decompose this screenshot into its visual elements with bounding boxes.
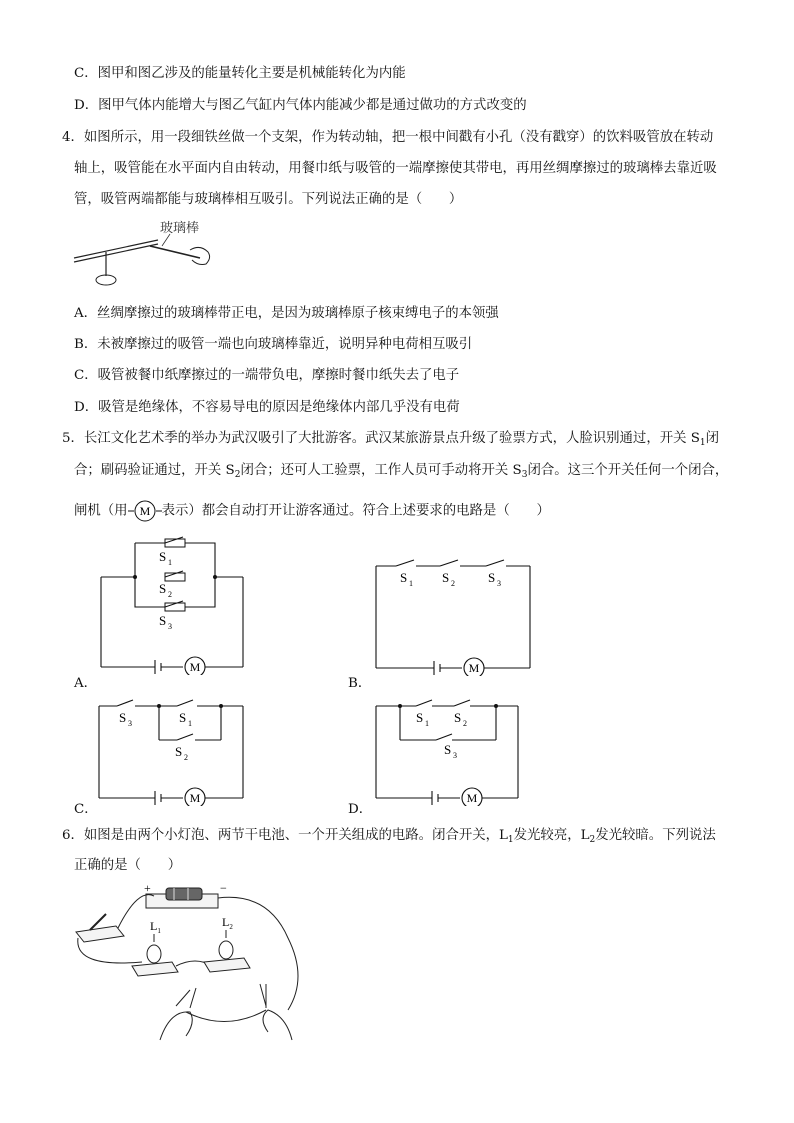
battery-plus: +: [144, 881, 151, 895]
q3-option-d: D．图甲气体内能增大与图乙气缸内气体内能减少都是通过做功的方式改变的: [74, 98, 527, 113]
q4-option-a: A．丝绸摩擦过的玻璃棒带正电，是因为玻璃棒原子核束缚电子的本领强: [74, 306, 499, 321]
q4-option-b: B．未被摩擦过的吸管一端也向玻璃棒靠近，说明异种电荷相互吸引: [74, 337, 473, 352]
q4-stem-line2: 轴上，吸管能在水平面内自由转动，用餐巾纸与吸管的一端摩擦使其带电，再用丝绸摩擦过的玻璃棒去靠近吸: [74, 161, 717, 176]
lamp-l1-label: $L_1$: [150, 919, 161, 935]
svg-text:S: S: [159, 581, 167, 596]
svg-text:S: S: [400, 570, 408, 585]
svg-text:S: S: [444, 742, 452, 757]
svg-text:S: S: [175, 744, 183, 759]
q4-stem-line3: 管，吸管两端都能与玻璃棒相互吸引。下列说法正确的是（ ）: [74, 192, 463, 207]
svg-text:S: S: [416, 710, 424, 725]
option-d-label: D．: [348, 802, 373, 817]
svg-text:2: 2: [451, 579, 455, 588]
q6-stem-line2: 正确的是（ ）: [74, 858, 182, 873]
svg-text:S: S: [159, 613, 167, 628]
option-a-label: A．: [74, 676, 98, 691]
svg-text:S: S: [488, 570, 496, 585]
lamps-circuit-photo: [70, 880, 310, 1045]
motor-symbol-inline: [128, 500, 162, 522]
circuit-b: [370, 552, 540, 676]
straw-rod-figure: [70, 218, 220, 290]
circuit-a: [95, 535, 250, 675]
q4-stem-line1: 4．如图所示，用一段细铁丝做一个支架，作为转动轴，把一根中间戳有小孔（没有戳穿）的饮料吸管放在转动: [62, 130, 714, 145]
svg-text:2: 2: [463, 719, 467, 728]
svg-text:S: S: [442, 570, 450, 585]
svg-text:2: 2: [184, 753, 188, 762]
svg-text:S: S: [159, 549, 167, 564]
svg-text:M: M: [466, 791, 478, 805]
svg-text:3: 3: [497, 579, 501, 588]
q4-option-d: D．吸管是绝缘体，不容易导电的原因是绝缘体内部几乎没有电荷: [74, 400, 460, 415]
circuit-d: [370, 692, 525, 806]
svg-text:1: 1: [409, 579, 413, 588]
q5-stem-line1: 5．长江文化艺术季的举办为武汉吸引了大批游客。武汉某旅游景点升级了验票方式，人脸识别通过，开关 $S_1$闭: [62, 431, 720, 448]
q6-stem-line1: 6．如图是由两个小灯泡、两节干电池、一个开关组成的电路。闭合开关，$L_1$发光较亮，$L_2$发光较暗。下列说法: [62, 828, 716, 845]
svg-text:S: S: [179, 710, 187, 725]
svg-text:M: M: [139, 504, 150, 518]
q5-stem-line2: 合；刷码验证通过，开关 $S_2$闭合；还可人工验票，工作人员可手动将开关 $S_3$闭合。这三个开关任何一个闭合，: [74, 463, 729, 480]
circuit-c: [95, 692, 250, 806]
option-b-label: B．: [348, 676, 372, 691]
svg-text:1: 1: [188, 719, 192, 728]
glass-rod-label: 玻璃棒: [160, 220, 200, 235]
svg-text:3: 3: [128, 719, 132, 728]
svg-text:3: 3: [453, 751, 457, 760]
svg-text:2: 2: [168, 590, 172, 599]
svg-text:M: M: [468, 661, 480, 675]
svg-text:1: 1: [168, 558, 172, 567]
svg-text:S: S: [454, 710, 462, 725]
option-c-label: C．: [74, 802, 98, 817]
q5-stem-line3: 闸机（用 M 表示）都会自动打开让游客通过。符合上述要求的电路是（ ）: [74, 500, 550, 522]
q4-option-c: C．吸管被餐巾纸摩擦过的一端带负电，摩擦时餐巾纸失去了电子: [74, 368, 460, 383]
svg-text:3: 3: [168, 622, 172, 631]
lamp-l2-label: $L_2$: [222, 915, 233, 931]
svg-text:1: 1: [425, 719, 429, 728]
svg-text:M: M: [189, 791, 201, 805]
battery-minus: −: [220, 881, 227, 895]
svg-text:M: M: [189, 660, 201, 674]
svg-text:S: S: [119, 710, 127, 725]
q3-option-c: C．图甲和图乙涉及的能量转化主要是机械能转化为内能: [74, 66, 406, 81]
